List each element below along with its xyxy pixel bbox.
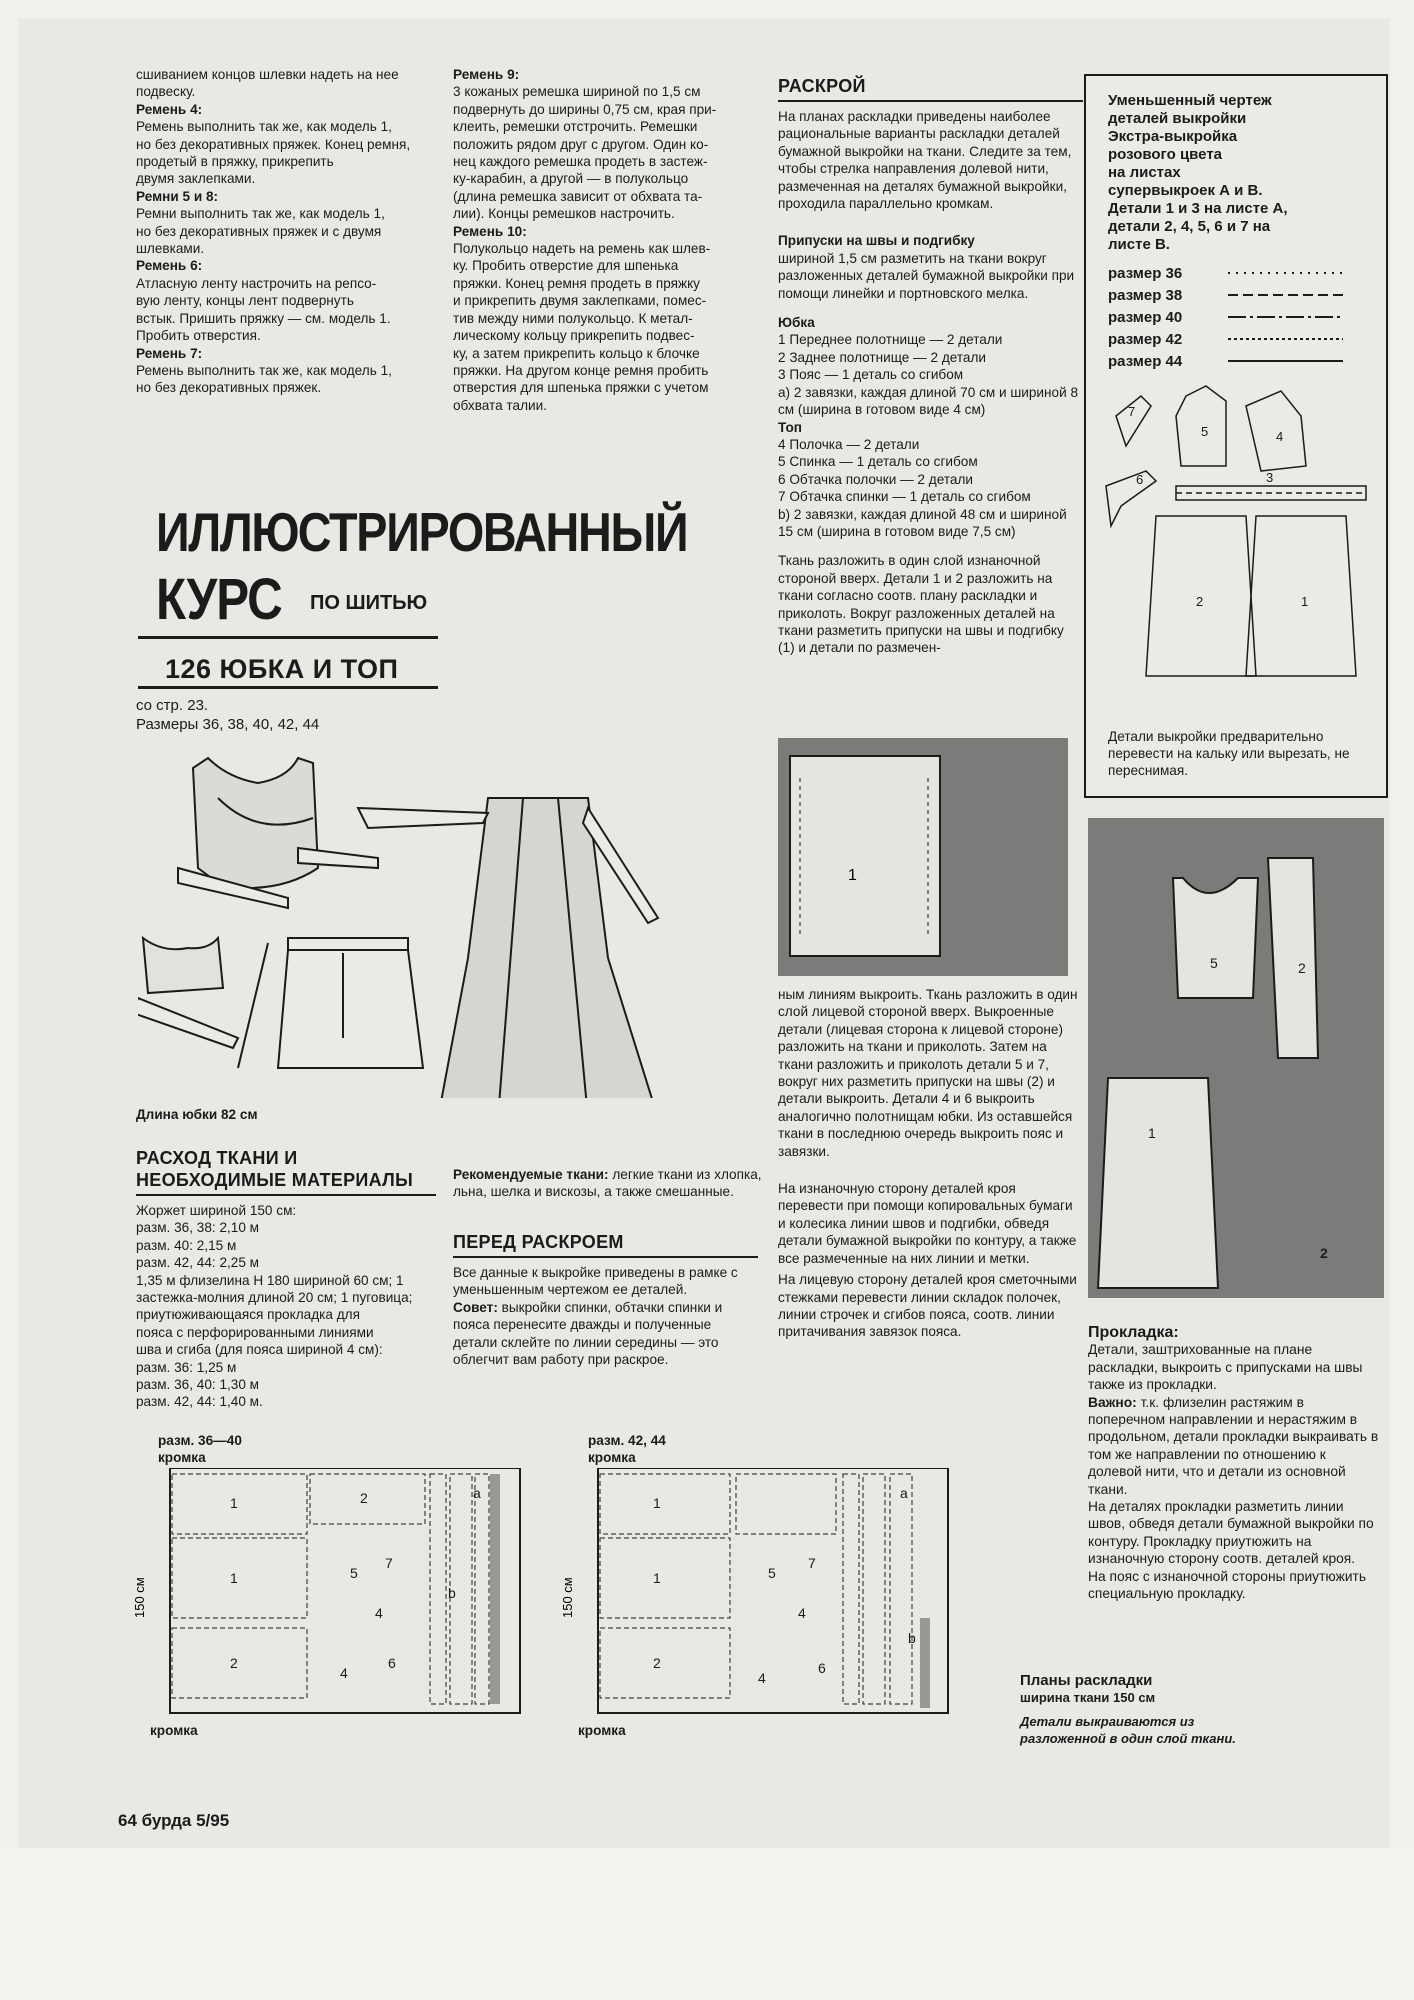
- allowance-text: шириной 1,5 см разметить на ткани вокруг разложенных деталей бумажной выкройки при помощи линейки и портновского мелка.: [778, 250, 1075, 301]
- source-page: со стр. 23.: [136, 697, 209, 714]
- legend-row-42: [1108, 328, 1348, 350]
- legend-row-44: [1108, 350, 1348, 372]
- plans-subtitle: ширина ткани 150 см: [1020, 1690, 1156, 1706]
- piece-number: 4: [758, 1670, 766, 1686]
- cont-text: ным линиям выкроить. Ткань разложить в один слой лицевой стороной вверх. Выкроенные детали (лицевая сторона к лицевой стороне) разложить на ткани и приколоть. Затем на ткани разложить и приколоть детали 5 и 7, вокруг них разметить припуски на швы (2) и детали выкроить. Детали 4 и 6 выкроить аналогично полотнищам юбки. Из оставшейся ткани в последнюю очередь выкроить пояс и завязки.: [778, 987, 1078, 1159]
- magazine-page: [18, 18, 1390, 1848]
- interfacing-title: Прокладка:: [1088, 1324, 1179, 1341]
- garment-illustration: [138, 738, 758, 1098]
- top-piece: 7 Обтачка спинки — 1 деталь со сгибом: [778, 489, 1031, 505]
- legend-row-38: [1108, 284, 1348, 306]
- piece-number: 2: [360, 1490, 368, 1506]
- sizes: Размеры 36, 38, 40, 42, 44: [136, 716, 320, 733]
- material-line: разм. 42, 44: 1,40 м.: [136, 1394, 263, 1410]
- piece-number: 5: [350, 1565, 358, 1581]
- cutting-cont: [778, 986, 1083, 1341]
- piece-number: 1: [1301, 594, 1309, 609]
- piece-number: 5: [1210, 955, 1218, 971]
- material-line: шва и сгиба (для пояса шириной 4 см):: [136, 1342, 383, 1358]
- model-info: [136, 696, 436, 734]
- item-heading: Ремень 9:: [453, 67, 520, 82]
- top-illustration: [178, 758, 378, 908]
- piece-number: 6: [818, 1660, 826, 1676]
- cutting-intro: На планах раскладки приведены наиболее рациональные варианты раскладки деталей бумажной выкройки на ткани. Следите за тем, чтобы стрелка направления долевой нити, размеченная на деталях бумажной выкройки, проходила параллельно кромкам.: [778, 109, 1072, 212]
- top-piece: b) 2 завязки, каждая длиной 48 см и шириной 15 см (ширина в готовом виде 7,5 см): [778, 506, 1067, 539]
- piece-letter: a: [473, 1485, 481, 1501]
- piece-number: 7: [808, 1555, 816, 1571]
- skirt-heading: Юбка: [778, 315, 815, 331]
- divider: [778, 100, 1083, 102]
- photo-piece-1: [778, 738, 1068, 976]
- piece-number: 2: [1196, 594, 1204, 609]
- box-title-line: Уменьшенный чертеж: [1108, 92, 1272, 109]
- box-note: Детали выкройки предварительно перевести на кальку или вырезать, не переснимая.: [1108, 729, 1350, 778]
- text-line: отверстия для шпенька пряжки с учетом: [453, 380, 709, 396]
- text-line: Полукольцо надеть на ремень как шлев-: [453, 241, 711, 257]
- item-heading: Ремни 5 и 8:: [136, 188, 219, 204]
- material-line: разм. 40: 2,15 м: [136, 1237, 237, 1253]
- important-heading: Важно:: [1088, 1394, 1137, 1410]
- size-range-label: разм. 36—40: [158, 1433, 242, 1448]
- top-piece: 5 Спинка — 1 деталь со сгибом: [778, 454, 978, 470]
- text-line: (длина ремешка зависит от обхвата та-: [453, 188, 703, 204]
- text-line: Ремень выполнить так же, как модель 1,: [136, 119, 392, 135]
- piece-number: 4: [1276, 429, 1284, 444]
- size-label: размер 44: [1108, 352, 1183, 370]
- scan-margin: [0, 1848, 1414, 2000]
- skirt-piece: 3 Пояс — 1 деталь со сгибом: [778, 367, 964, 383]
- layout-plan-42-44: [558, 1468, 978, 1728]
- text-line: тив между ними полукольцо. К метал-: [453, 310, 693, 326]
- material-line: разм. 36, 40: 1,30 м: [136, 1377, 260, 1393]
- material-line: застежка-молния длиной 20 см; 1 пуговица;: [136, 1290, 413, 1306]
- text-line: Атласную ленту настрочить на репсо-: [136, 275, 377, 291]
- text-line: встык. Пришить пряжку — см. модель 1.: [136, 310, 391, 326]
- course-title-line1: ИЛЛЮСТРИРОВАННЫЙ: [156, 501, 688, 563]
- page-footer: [118, 1811, 229, 1831]
- skirt-piece: 2 Заднее полотнище — 2 детали: [778, 349, 987, 365]
- photo-pieces-2: [1088, 818, 1384, 1298]
- before-cut-title: ПЕРЕД РАСКРОЕМ: [453, 1232, 624, 1252]
- divider: [453, 1256, 758, 1258]
- interfacing-paragraph: Детали, заштрихованные на плане раскладки, выкроить с припусками на швы также из прокладки.: [1088, 1342, 1363, 1393]
- layout-right-label: [588, 1432, 666, 1467]
- size-legend: [1108, 262, 1348, 372]
- divider: [136, 1194, 436, 1196]
- box-title-line: супервыкроек А и В.: [1108, 182, 1263, 199]
- text-line: ку. Пробить отверстие для шпенька: [453, 258, 679, 274]
- text-line: Ремень выполнить так же, как модель 1,: [136, 362, 392, 378]
- divider: [138, 636, 438, 639]
- reduced-pattern-drawing: [1096, 376, 1376, 706]
- legend-row-36: [1108, 262, 1348, 284]
- material-line: пояса с перфорированными линиями: [136, 1324, 374, 1340]
- skirt-length: Длина юбки 82 см: [136, 1107, 258, 1122]
- box-title-line: розового цвета: [1108, 146, 1223, 163]
- text-line: 3 кожаных ремешка шириной по 1,5 см: [453, 84, 701, 100]
- top-piece: 4 Полочка — 2 детали: [778, 436, 920, 452]
- box-title-line: Экстра-выкройка: [1108, 128, 1238, 145]
- text-line: пряжки. На другом конце ремня пробить: [453, 362, 709, 378]
- bottom-selvage-right: кромка: [578, 1723, 626, 1738]
- col2-text: [453, 66, 763, 414]
- text-line: вую ленту, концы лент подвернуть: [136, 293, 354, 309]
- important-text: т.к. флизелин растяжим в поперечном направлении и нерастяжим в продольном, детали прокладки выкраивать в том же направлении по отношению к долевой нити, что и детали из основной ткани.: [1088, 1394, 1379, 1497]
- box-title-line: деталей выкройки: [1108, 110, 1247, 127]
- material-line: разм. 42, 44: 2,25 м: [136, 1255, 260, 1271]
- text-line: лическому кольцу прикрепить подвес-: [453, 328, 695, 344]
- box-title: [1108, 92, 1288, 254]
- before-cut-paragraph: Все данные к выкройке приведены в рамке с уменьшенным чертежом ее деталей.: [453, 1265, 738, 1298]
- piece-number: 1: [1148, 1125, 1156, 1141]
- piece-number: 2: [1320, 1245, 1328, 1261]
- tip-text: выкройки спинки, обтачки спинки и пояса перенесите дважды и полученные детали склейте по линии середины — это облегчит вам работу при раскрое.: [453, 1299, 723, 1368]
- text-line: клеить, ремешки отстрочить. Ремешки: [453, 119, 698, 135]
- text-line: сшиванием концов шлевки надеть на нее: [136, 67, 399, 82]
- fabrics-heading: Рекомендуемые ткани:: [453, 1167, 609, 1182]
- course-title-line2: КУРС: [156, 567, 282, 632]
- divider: [138, 686, 438, 689]
- plans-note: Детали выкраиваются из разложенной в один слой ткани.: [1020, 1713, 1236, 1747]
- text-line: обхвата талии.: [453, 397, 547, 413]
- size-label: размер 36: [1108, 264, 1183, 282]
- piece-letter: a: [900, 1485, 908, 1501]
- recommended-fabrics: [453, 1166, 763, 1201]
- box-title-line: детали 2, 4, 5, 6 и 7 на: [1108, 218, 1271, 235]
- layout-plan-36-40: [130, 1468, 550, 1728]
- size-range-label: разм. 42, 44: [588, 1433, 666, 1448]
- text-line: но без декоративных пряжек.: [136, 380, 322, 396]
- text-line: подвернуть до ширины 0,75 см, края при-: [453, 101, 717, 117]
- selvage-label: кромка: [588, 1450, 636, 1466]
- skirt-piece: 1 Переднее полотнище — 2 детали: [778, 332, 1003, 348]
- materials-title-1: РАСХОД ТКАНИ И: [136, 1148, 298, 1168]
- item-heading: Ремень 6:: [136, 258, 203, 274]
- text-line: и прикрепить двумя заклепками, помес-: [453, 293, 707, 309]
- fabrics-text: легкие ткани из хлопка, льна, шелка и вискозы, а также смешанные.: [453, 1167, 762, 1200]
- fabric-width: 150 см: [132, 1577, 147, 1618]
- cutting-text: [778, 108, 1083, 657]
- text-line: двумя заклепками.: [136, 171, 256, 187]
- bottom-selvage-left: кромка: [150, 1723, 198, 1738]
- text-line: Пробить отверстия.: [136, 328, 261, 344]
- piece-number: 7: [1128, 404, 1136, 419]
- lay-text: Ткань разложить в один слой изнаночной стороной вверх. Детали 1 и 2 разложить на ткани согласно соотв. плану раскладки и приколоть. Вокруг разложенных деталей на ткани разметить припуски на швы и подгибку (1) и детали по размечен-: [778, 553, 1064, 656]
- size-label: размер 40: [1108, 308, 1183, 326]
- top-piece: 6 Обтачка полочки — 2 детали: [778, 471, 973, 487]
- size-label: размер 38: [1108, 286, 1183, 304]
- piece-letter: b: [908, 1630, 916, 1646]
- cutting-title: РАСКРОЙ: [778, 76, 866, 96]
- text-line: нец каждого ремешка продеть в застеж-: [453, 154, 708, 170]
- piece-number: 2: [230, 1655, 238, 1671]
- plans-caption: [1020, 1672, 1240, 1748]
- interfacing-paragraph: На деталях прокладки разметить линии швов, обведя детали бумажной выкройки по контуру. Прокладку приутюжить на изнаночную сторону соотв. деталей кроя.: [1088, 1499, 1374, 1567]
- page-number: 64: [118, 1811, 137, 1830]
- top-heading: Топ: [778, 419, 802, 435]
- plans-title: Планы раскладки: [1020, 1672, 1153, 1689]
- material-line: приутюживающаяся прокладка для: [136, 1307, 360, 1323]
- materials-list: [136, 1202, 446, 1411]
- piece-number: 1: [848, 867, 857, 884]
- small-top-illustration: [138, 938, 238, 1048]
- piece-number: 2: [1298, 960, 1306, 976]
- size-label: размер 42: [1108, 330, 1183, 348]
- piece-number: 1: [230, 1570, 238, 1586]
- box-title-line: на листах: [1108, 164, 1181, 181]
- materials-title-2: НЕОБХОДИМЫЕ МАТЕРИАЛЫ: [136, 1170, 413, 1190]
- box-title-line: листе В.: [1108, 236, 1170, 253]
- piece-letter: b: [448, 1585, 456, 1601]
- piece-number: 6: [1136, 472, 1144, 487]
- layout-left-label: [158, 1432, 242, 1467]
- text-line: шлевками.: [136, 241, 205, 257]
- piece-number: 4: [340, 1665, 348, 1681]
- interfacing-paragraph: На пояс с изнаночной стороны приутюжить специальную прокладку.: [1088, 1568, 1367, 1602]
- allowance-heading: Припуски на швы и подгибку: [778, 233, 975, 249]
- piece-number: 1: [653, 1495, 661, 1511]
- reduced-pattern-box: [1084, 74, 1388, 798]
- skirt-piece: a) 2 завязки, каждая длиной 70 см и шириной 8 см (ширина в готовом виде 4 см): [778, 384, 1079, 418]
- piece-number: 4: [798, 1605, 806, 1621]
- magazine-issue: бурда 5/95: [141, 1811, 230, 1830]
- fabric-width: 150 см: [560, 1577, 575, 1618]
- text-line: но без декоративных пряжек. Конец ремня, продетый в пряжку, прикрепить: [136, 136, 411, 170]
- piece-number: 7: [385, 1555, 393, 1571]
- piece-number: 1: [230, 1495, 238, 1511]
- piece-number: 6: [388, 1655, 396, 1671]
- box-title-line: Детали 1 и 3 на листе А,: [1108, 200, 1288, 217]
- text-line: подвеску.: [136, 84, 196, 100]
- item-heading: Ремень 7:: [136, 345, 203, 361]
- piece-number: 2: [653, 1655, 661, 1671]
- text-line: лии). Концы ремешков настрочить.: [453, 206, 675, 222]
- legend-row-40: [1108, 306, 1348, 328]
- skirt-illustration: [238, 938, 423, 1068]
- selvage-label: кромка: [158, 1450, 206, 1466]
- material-line: Жоржет шириной 150 см:: [136, 1203, 297, 1218]
- piece-number: 5: [1201, 424, 1209, 439]
- piece-number: 4: [375, 1605, 383, 1621]
- face-text: На лицевую сторону деталей кроя сметочными стежками перевести линии складок полочек, линии строчек и сгибов пояса, соотв. линии притачивания завязок пояса.: [778, 1272, 1077, 1340]
- tip-heading: Совет:: [453, 1299, 498, 1315]
- text-line: но без декоративных пряжек и с двумя: [136, 223, 382, 239]
- text-line: положить рядом друг с другом. Один ко-: [453, 136, 709, 152]
- item-heading: Ремень 4:: [136, 101, 203, 117]
- text-line: ку-карабин, а другой — в полукольцо: [453, 171, 689, 187]
- piece-number: 1: [653, 1570, 661, 1586]
- before-cut-text: [453, 1264, 758, 1368]
- piece-number: 5: [768, 1565, 776, 1581]
- text-line: пряжки. Конец ремня продеть в пряжку: [453, 275, 700, 291]
- material-line: разм. 36, 38: 2,10 м: [136, 1220, 260, 1236]
- text-line: ку, а затем прикрепить кольцо к блочке: [453, 345, 700, 361]
- course-subtitle: ПО ШИТЬЮ: [310, 592, 428, 614]
- material-line: 1,35 м флизелина H 180 шириной 60 см; 1: [136, 1272, 404, 1288]
- model-title: 126 ЮБКА И ТОП: [165, 654, 399, 684]
- transfer-text: На изнаночную сторону деталей кроя перевести при помощи копировальных бумаги и колесика линии швов и подгибки, обведя детали бумажной выкройки по контуру, а также все размеченные на них линии и метки.: [778, 1181, 1077, 1266]
- piece-number: 3: [1266, 470, 1274, 485]
- item-heading: Ремень 10:: [453, 223, 527, 239]
- material-line: разм. 36: 1,25 м: [136, 1359, 237, 1375]
- col1-text: [136, 66, 456, 397]
- text-line: Ремни выполнить так же, как модель 1,: [136, 206, 385, 222]
- interfacing-text: [1088, 1324, 1383, 1603]
